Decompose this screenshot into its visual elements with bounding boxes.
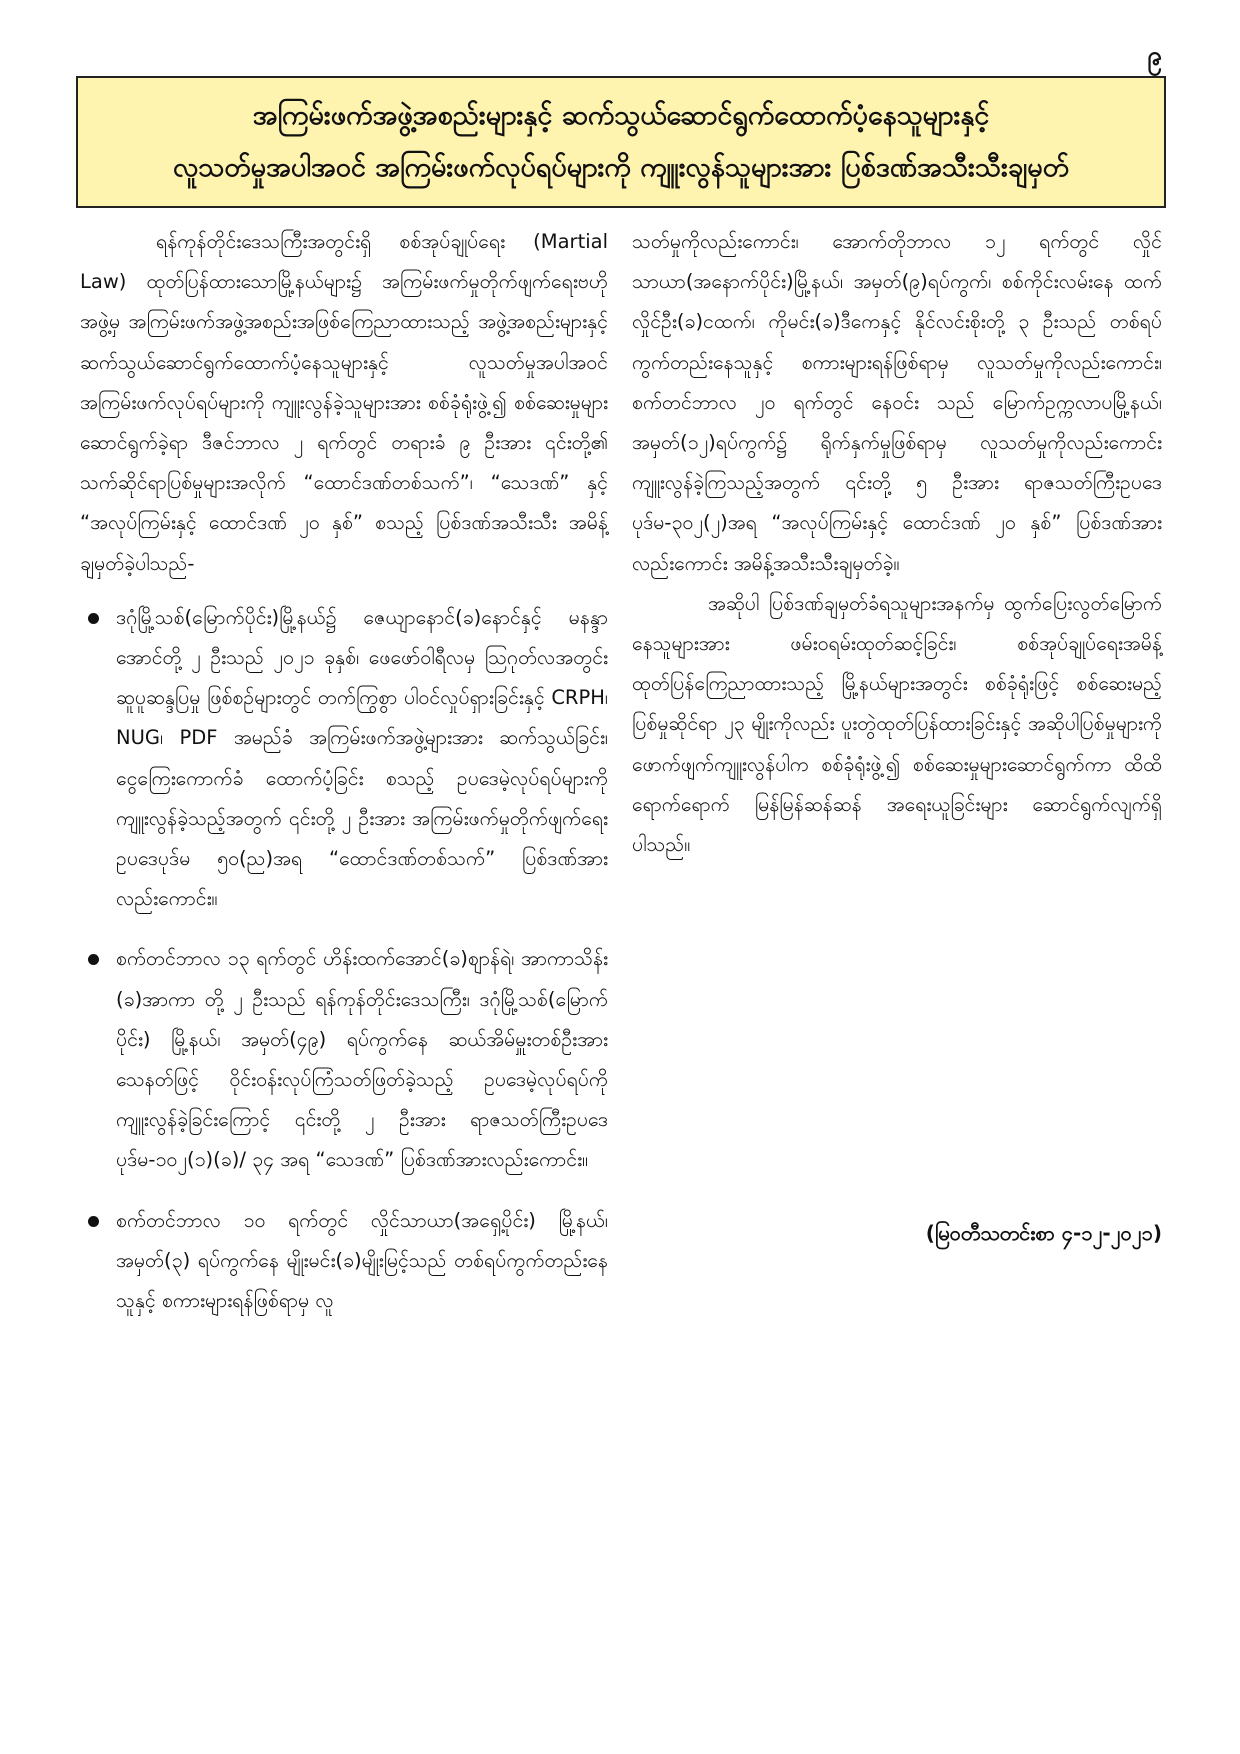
left-column [80, 222, 608, 1321]
bullet-icon [88, 613, 99, 624]
page-number: ၉ [1147, 41, 1162, 71]
verdict-item [80, 598, 608, 920]
headline-box [76, 76, 1166, 208]
bullet-icon [88, 954, 99, 965]
source-citation: (မြဝတီသတင်းစာ ၄-၁၂-၂၀၂၁) [925, 1221, 1162, 1245]
verdict-item [80, 939, 608, 1180]
intro-paragraph: ရန်ကုန်တိုင်းဒေသကြီးအတွင်းရှိ စစ်အုပ်ချုပ်ရေး (Martial Law) ထုတ်ပြန်ထားသောမြို့နယ်များ၌ အကြမ်းဖက်မှုတိုက်ဖျက်ရေးဗဟိုအဖွဲ့မှ အကြမ်းဖက်အဖွဲ့အစည်းအဖြစ်ကြေညာထားသည့် အဖွဲ့အစည်းများနှင့် ဆက်သွယ်ဆောင်ရွက်ထောက်ပံ့နေသူများနှင့် လူသတ်မှုအပါအဝင် အကြမ်းဖက်လုပ်ရပ်များကို ကျူးလွန်ခဲ့သူများအား စစ်ခုံရုံးဖွဲ့၍ စစ်ဆေးမှုများဆောင်ရွက်ခဲ့ရာ ဒီဇင်ဘာလ ၂ ရက်တွင် တရားခံ ၉ ဦးအား ၎င်းတို့၏ သက်ဆိုင်ရာပြစ်မှုများအလိုက် “ထောင်ဒဏ်တစ်သက်”၊ “သေဒဏ်” နှင့် “အလုပ်ကြမ်းနှင့် ထောင်ဒဏ် ၂၀ နှစ်” စသည့် ပြစ်ဒဏ်အသီးသီး အမိန့်ချမှတ်ခဲ့ပါသည်- [80, 230, 608, 575]
verdict-text: စက်တင်ဘာလ ၁၃ ရက်တွင် ဟိန်းထက်အောင်(ခ)စျာန်ရဲ၊ အာကာသိန်း (ခ)အာကာ တို့ ၂ ဦးသည် ရန်ကုန်တိုင်းဒေသကြီး၊ ဒဂုံမြို့သစ်(မြောက်ပိုင်း) မြို့နယ်၊ အမှတ်(၄၉) ရပ်ကွက်နေ ဆယ်အိမ်မှူးတစ်ဦးအား သေနတ်ဖြင့် ဝိုင်းဝန်းလုပ်ကြံသတ်ဖြတ်ခဲ့သည့် ဥပဒေမဲ့လုပ်ရပ်ကို ကျူးလွန်ခဲ့ခြင်းကြောင့် ၎င်းတို့ ၂ ဦးအား ရာဇသတ်ကြီးဥပဒေပုဒ်မ-၁၀၂(၁)(ခ)/ ၃၄ အရ “သေဒဏ်” ပြစ်ဒဏ်အားလည်းကောင်း။ [116, 947, 608, 1172]
verdict-text: စက်တင်ဘာလ ၁၀ ရက်တွင် လှိုင်သာယာ(အရှေ့ပိုင်း) မြို့နယ်၊ အမှတ်(၃) ရပ်ကွက်နေ မျိုးမင်း(ခ)မျိုးမြင့်သည် တစ်ရပ်ကွက်တည်းနေသူနှင့် စကားများရန်ဖြစ်ရာမှ လူ [116, 1208, 608, 1313]
headline-line-2: လူသတ်မှုအပါအဝင် အကြမ်းဖက်လုပ်ရပ်များကို ကျူးလွန်သူများအား ပြစ်ဒဏ်အသီးသီးချမှတ် [172, 152, 1070, 183]
continuation-paragraph: သတ်မှုကိုလည်းကောင်း၊ အောက်တိုဘာလ ၁၂ ရက်တွင် လှိုင်သာယာ(အနောက်ပိုင်း)မြို့နယ်၊ အမှတ်(၉)ရပ်ကွက်၊ စစ်ကိုင်းလမ်းနေ ထက်လှိုင်ဦး(ခ)ငထက်၊ ကိုမင်း(ခ)ဒီကေနှင့် နိုင်လင်းစိုးတို့ ၃ ဦးသည် တစ်ရပ်ကွက်တည်းနေသူနှင့် စကားများရန်ဖြစ်ရာမှ လူသတ်မှုကိုလည်းကောင်း၊ စက်တင်ဘာလ ၂၀ ရက်တွင် နေဝင်း သည် မြောက်ဥက္ကလာပမြို့နယ်၊ အမှတ်(၁၂)ရပ်ကွက်၌ ရိုက်နှက်မှုဖြစ်ရာမှ လူသတ်မှုကိုလည်းကောင်း ကျူးလွန်ခဲ့ကြသည့်အတွက် ၎င်းတို့ ၅ ဦးအား ရာဇသတ်ကြီးဥပဒေ ပုဒ်မ-၃၀၂(၂)အရ “အလုပ်ကြမ်းနှင့် ထောင်ဒဏ် ၂၀ နှစ်” ပြစ်ဒဏ်အားလည်းကောင်း အမိန့်အသီးသီးချမှတ်ခဲ့။ [632, 230, 1162, 575]
verdict-item [80, 1201, 608, 1322]
right-column [632, 222, 1162, 865]
verdict-text: ဒဂုံမြို့သစ်(မြောက်ပိုင်း)မြို့နယ်၌ ဇေယျာနောင်(ခ)နောင်နှင့် မနန္ဒာအောင်တို့ ၂ ဦးသည် ၂၀၂၁ ခုနှစ်၊ ဖေဖော်ဝါရီလမှ ဩဂုတ်လအတွင်း ဆူပူဆန္ဒပြမှု ဖြစ်စဉ်များတွင် တက်ကြွစွာ ပါဝင်လှုပ်ရှားခြင်းနှင့် CRPH၊ NUG၊ PDF အမည်ခံ အကြမ်းဖက်အဖွဲ့များအား ဆက်သွယ်ခြင်း၊ ငွေကြေးကောက်ခံ ထောက်ပံ့ခြင်း စသည့် ဥပဒေမဲ့လုပ်ရပ်များကို ကျူးလွန်ခဲ့သည့်အတွက် ၎င်းတို့ ၂ ဦးအား အကြမ်းဖက်မှုတိုက်ဖျက်ရေး ဥပဒေပုဒ်မ ၅၀(ည)အရ “ထောင်ဒဏ်တစ်သက်” ပြစ်ဒဏ်အားလည်းကောင်း။ [116, 605, 608, 911]
verdict-list [80, 598, 608, 1321]
headline-line-1: အကြမ်းဖက်အဖွဲ့အစည်းများနှင့် ဆက်သွယ်ဆောင်ရွက်ထောက်ပံ့နေသူများနှင့် [252, 100, 990, 131]
bullet-icon [88, 1216, 99, 1227]
closing-paragraph: အဆိုပါ ပြစ်ဒဏ်ချမှတ်ခံရသူများအနက်မှ ထွက်ပြေးလွတ်မြောက်နေသူများအား ဖမ်းဝရမ်းထုတ်ဆင့်ခြင်း၊ စစ်အုပ်ချုပ်ရေးအမိန့်ထုတ်ပြန်ကြေညာထားသည့် မြို့နယ်များအတွင်း စစ်ခုံရုံးဖြင့် စစ်ဆေးမည့်ပြစ်မှုဆိုင်ရာ ၂၃ မျိုးကိုလည်း ပူးတွဲထုတ်ပြန်ထားခြင်းနှင့် အဆိုပါပြစ်မှုများကို ဖောက်ဖျက်ကျူးလွန်ပါက စစ်ခုံရုံးဖွဲ့၍ စစ်ဆေးမှုများဆောင်ရွက်ကာ ထိထိရောက်ရောက် မြန်မြန်ဆန်ဆန် အရေးယူခြင်းများ ဆောင်ရွက်လျက်ရှိပါသည်။ [632, 591, 1162, 857]
